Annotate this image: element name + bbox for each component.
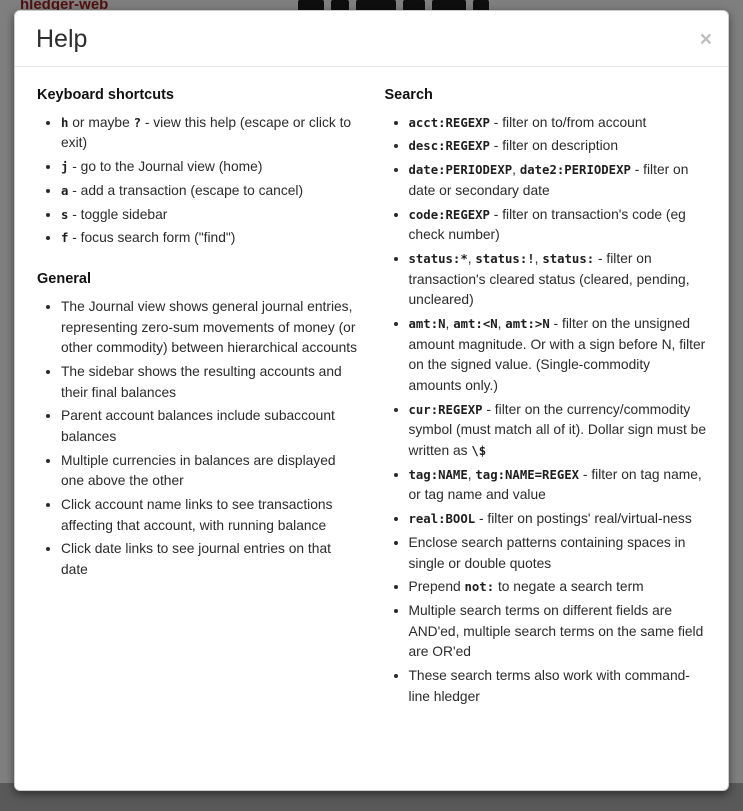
list-item: • real:BOOL - filter on postings' real/virtual-ness (409, 509, 707, 530)
keyboard-shortcuts-heading: Keyboard shortcuts (37, 86, 174, 103)
code-term: h (61, 115, 69, 130)
list-item: • Multiple currencies in balances are displayed one above the other (61, 451, 359, 492)
search-heading: Search (384, 86, 433, 103)
list-item: • j - go to the Journal view (home) (61, 157, 359, 178)
list-item: • acct:REGEXP - filter on to/from account (409, 113, 707, 134)
list-item: • status:*, status:!, status: - filter on transaction's cleared status (cleared, pending, uncleared) (409, 249, 707, 311)
section-keyboard-shortcuts (37, 87, 359, 249)
code-term: tag:NAME (408, 467, 468, 482)
general-list (37, 297, 359, 581)
close-icon[interactable]: × (699, 28, 712, 51)
list-item: • Prepend not: to negate a search term (409, 577, 707, 598)
list-item: • s - toggle sidebar (61, 205, 359, 226)
right-column (385, 75, 707, 716)
code-term: amt:<N (453, 316, 498, 331)
list-item: • The sidebar shows the resulting accounts and their final balances (61, 362, 359, 403)
code-term: desc:REGEXP (408, 139, 490, 154)
left-column (37, 75, 359, 716)
code-term: f (61, 231, 69, 246)
code-term: real:BOOL (408, 512, 476, 527)
code-term: a (61, 183, 69, 198)
code-term: status:* (408, 251, 468, 266)
list-item: • desc:REGEXP - filter on description (409, 136, 707, 157)
general-heading: General (37, 270, 91, 287)
code-term: tag:NAME=REGEX (475, 467, 580, 482)
code-term: acct:REGEXP (408, 115, 490, 130)
keyboard-shortcuts-list (37, 113, 359, 249)
list-item: • Click account name links to see transactions affecting that account, with running balance (61, 495, 359, 536)
code-term: date:PERIODEXP (408, 163, 513, 178)
code-term: status: (542, 251, 595, 266)
list-item: • cur:REGEXP - filter on the currency/commodity symbol (must match all of it). Dollar sign must be written as \$ (409, 400, 707, 462)
list-item: • f - focus search form ("find") (61, 228, 359, 249)
modal-header (15, 11, 728, 67)
list-item: • Multiple search terms on different fields are AND'ed, multiple search terms on the same field are OR'ed (409, 601, 707, 663)
section-search (385, 87, 707, 708)
list-item: • a - add a transaction (escape to cancel) (61, 181, 359, 202)
list-item: • The Journal view shows general journal entries, representing zero-sum movements of money (or other commodity) between hierarchical accounts (61, 297, 359, 359)
list-item: • Parent account balances include subaccount balances (61, 406, 359, 447)
list-item: • code:REGEXP - filter on transaction's code (eg check number) (409, 205, 707, 246)
code-term: ? (133, 115, 141, 130)
code-term: j (61, 160, 69, 175)
list-item: • Click date links to see journal entries on that date (61, 539, 359, 580)
code-term: status:! (475, 251, 535, 266)
code-term: amt:N (408, 316, 446, 331)
list-item: • date:PERIODEXP, date2:PERIODEXP - filter on date or secondary date (409, 160, 707, 201)
list-item: • Enclose search patterns containing spaces in single or double quotes (409, 533, 707, 574)
list-item: • These search terms also work with command-line hledger (409, 666, 707, 707)
modal-title: Help (36, 25, 88, 53)
code-term: cur:REGEXP (408, 402, 483, 417)
list-item: • tag:NAME, tag:NAME=REGEX - filter on tag name, or tag name and value (409, 465, 707, 506)
help-modal (14, 10, 729, 791)
search-list (385, 113, 707, 708)
code-term: not: (464, 580, 495, 595)
list-item: • amt:N, amt:<N, amt:>N - filter on the unsigned amount magnitude. Or with a sign before N, filter on the signed value. (Single-commodity amounts only.) (409, 314, 707, 397)
code-term: s (61, 207, 69, 222)
code-term: \$ (471, 444, 487, 459)
code-term: date2:PERIODEXP (519, 163, 631, 178)
code-term: amt:>N (505, 316, 550, 331)
code-term: code:REGEXP (408, 207, 490, 222)
section-general (37, 271, 359, 581)
list-item: • h or maybe ? - view this help (escape or click to exit) (61, 113, 359, 154)
modal-body (15, 67, 728, 736)
